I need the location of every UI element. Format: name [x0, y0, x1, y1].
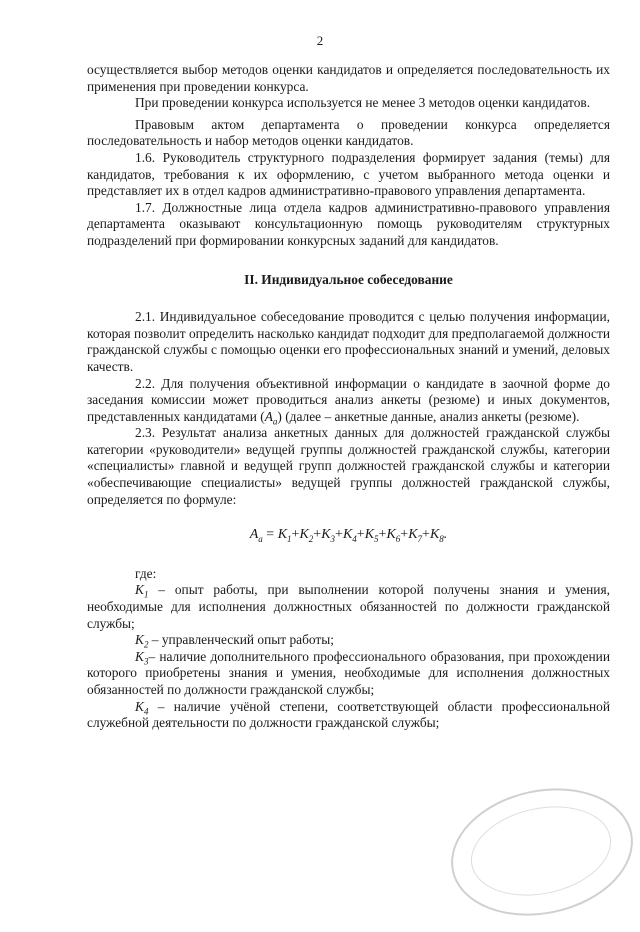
paragraph-text: 2.2. Для получения объективной информации о кандидате в заочной форме до заседания комиссии может проводиться анализ анкеты (резюме) и иных документов, представленных кандидатами (: [87, 375, 610, 424]
definition-symbol: [135, 582, 149, 601]
formula-term-sub: 7: [417, 534, 423, 545]
formula-term-letter: K: [429, 527, 440, 543]
definition-symbol-sub: 2: [143, 639, 149, 650]
formula-term-sub: 1: [287, 534, 292, 545]
definition-symbol-letter: K: [135, 632, 144, 648]
definition-symbol-letter: K: [135, 698, 144, 714]
formula-term-sub: 3: [330, 534, 336, 545]
section-title: II. Индивидуальное собеседование: [244, 271, 453, 287]
formula-plus: +: [400, 527, 409, 543]
definition-symbol-letter: K: [135, 648, 144, 664]
definition-symbol-sub: 4: [143, 706, 149, 717]
formula-plus: +: [313, 527, 322, 543]
formula-term: [342, 527, 357, 545]
page-number: 2: [316, 33, 324, 48]
formula-lhs-sub: a: [258, 534, 263, 545]
formula-tail: .: [443, 527, 448, 543]
paragraph-1-7: 1.7. Должностные лица отдела кадров административно-правового управления департамента оказывают консультационную помощь руководителям структурных подразделений при формировании конкурсных заданий для кандидатов.: [87, 199, 610, 248]
formula-term-sub: 2: [308, 534, 314, 545]
symbol-subscript: a: [272, 416, 278, 427]
formula-term-letter: K: [299, 527, 309, 543]
symbol-aa: [264, 408, 278, 427]
definition-symbol: [135, 698, 149, 717]
formula-plus: +: [422, 527, 430, 543]
formula-term-sub: 6: [395, 534, 401, 545]
formula-term: [321, 527, 336, 545]
definition-item: [87, 649, 610, 699]
definition-symbol-sub: 3: [143, 656, 149, 667]
definition-symbol: [135, 648, 149, 667]
definition-symbol-sub: 1: [143, 590, 149, 601]
paragraph: При проведении конкурса используется не менее 3 методов оценки кандидатов.: [135, 95, 591, 111]
formula-term-letter: K: [386, 527, 396, 543]
formula-term-sub: 8: [439, 534, 444, 545]
formula-term-letter: K: [342, 527, 353, 543]
formula-plus: +: [378, 527, 387, 543]
definition-text: – наличие учёной степени, соответствующей области профессиональной служебной деятельности по должности гражданской службы;: [87, 698, 610, 731]
definition-item: [87, 699, 610, 732]
formula-term: [277, 527, 292, 545]
definition-text: – управленческий опыт работы;: [148, 632, 335, 648]
formula-term: [386, 527, 401, 545]
formula-term-letter: K: [408, 527, 418, 543]
paragraph-2-2: [87, 376, 610, 426]
paragraph-text: ) (далее – анкетные данные, анализ анкеты (резюме).: [277, 408, 580, 424]
definition-text: – опыт работы, при выполнении которой получены знания и умения, необходимые для исполнения должностных обязанностей по должности гражданской службы;: [87, 582, 610, 631]
formula-equals: =: [262, 527, 278, 543]
formula-plus: +: [356, 527, 365, 543]
paragraph-2-3: 2.3. Результат анализа анкетных данных для должностей гражданской службы категории «руководители» ведущей группы должностей гражданской службы, категории «специалисты» главной и ведущей групп должностей гражданской службы и категории «обеспечивающие специалисты» ведущей группы должностей гражданской службы, определяется по формуле:: [87, 425, 610, 507]
definition-symbol-letter: K: [135, 582, 144, 598]
paragraph: осуществляется выбор методов оценки кандидатов и определяется последовательность их применения при проведении конкурса.: [87, 62, 610, 94]
formula: [87, 527, 610, 544]
formula-term: [429, 527, 444, 545]
formula-plus: +: [335, 527, 343, 543]
formula-lhs-letter: A: [249, 527, 259, 543]
definition-item: [87, 632, 610, 649]
definition-item: [87, 582, 610, 632]
formula-term-sub: 5: [374, 534, 379, 545]
formula-term: [408, 527, 423, 545]
paragraph: Правовым актом департамента о проведении конкурса определяется последовательность и набор методов оценки кандидатов.: [87, 116, 610, 149]
document-body: [87, 62, 610, 732]
paragraph-2-1: 2.1. Индивидуальное собеседование проводится с целью получения информации, которая позволит определить насколько кандидат подходит для предполагаемой должности гражданской службы с помощью оценки его профессиональных знаний и умений, деловых качеств.: [87, 309, 610, 374]
where-label: где:: [135, 565, 157, 581]
paragraph-1-6: 1.6. Руководитель структурного подразделения формирует задания (темы) для кандидатов, требования к их оформлению, с учетом выбранного метода оценки и представляет их в отдел кадров административно-правового управления департамента.: [87, 149, 610, 199]
definition-symbol: [135, 632, 149, 650]
formula-term: [364, 527, 379, 545]
formula-term-letter: K: [277, 527, 288, 543]
formula-term-sub: 4: [352, 534, 357, 545]
formula-lhs: [249, 527, 263, 545]
symbol-letter: A: [264, 408, 273, 424]
formula-term-letter: K: [364, 527, 375, 543]
formula-terms: [277, 527, 444, 545]
formula-plus: +: [291, 527, 300, 543]
definitions-list: [87, 582, 610, 731]
formula-term-letter: K: [321, 527, 331, 543]
definition-text: – наличие дополнительного профессионального образования, при прохождении которого приобретены знания и умения, необходимые для исполнения должностных обязанностей по должности гражданской службы;: [87, 648, 610, 697]
formula-term: [299, 527, 314, 545]
